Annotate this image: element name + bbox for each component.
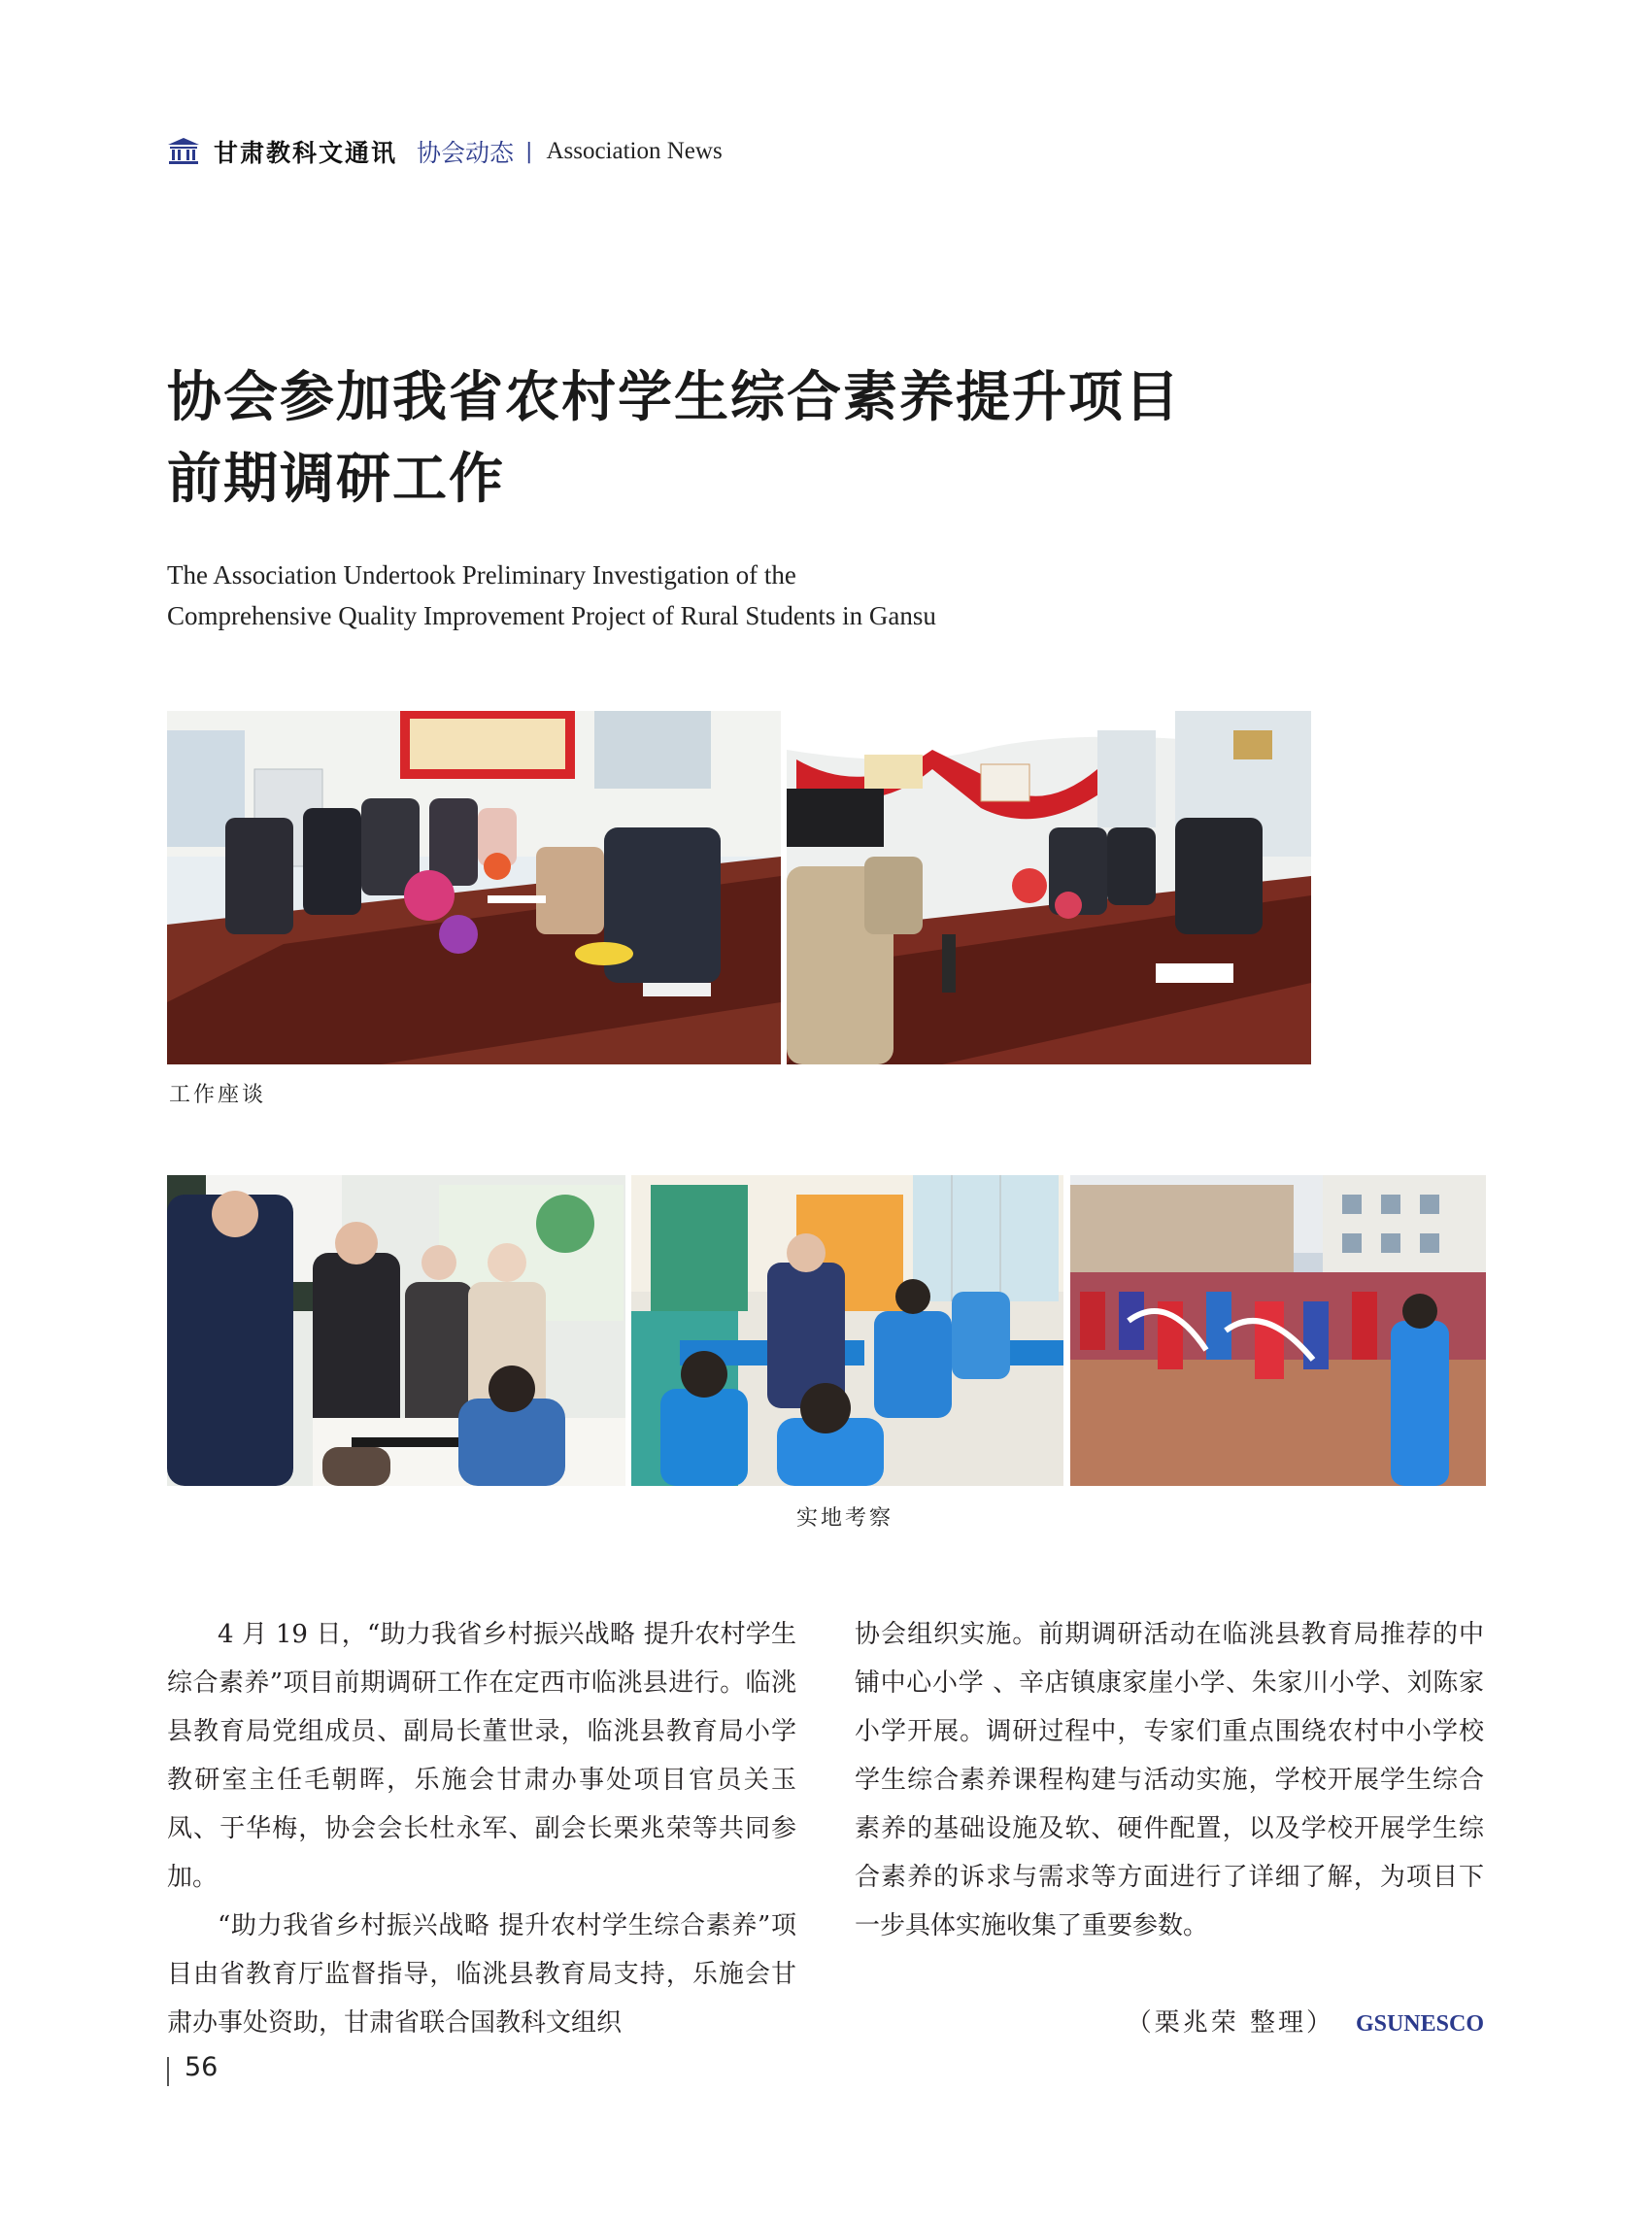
- body-paragraph: “助力我省乡村振兴战略 提升农村学生综合素养”项目由省教育厅监督指导，临洮县教育局支持，乐施会甘肃办事处资助，甘肃省联合国教科文组织: [167, 1911, 796, 2038]
- body-paragraph: 4 月 19 日，“助力我省乡村振兴战略 提升农村学生综合素养”项目前期调研工作在定西市临洮县进行。临洮县教育局党组成员、副局长董世录，临洮县教育局小学教研室主任毛朝晖，乐施会甘肃办事处项目官员关玉凤、于华梅，协会会长杜永军、副会长栗兆荣等共同参加。: [167, 1620, 796, 1892]
- page-header: [167, 132, 723, 171]
- photo-caption-site-visit: 实地考察: [796, 1506, 894, 1531]
- organization-credit: GSUNESCO: [1355, 2011, 1484, 2037]
- header-separator: |: [525, 139, 533, 164]
- section-name-english: Association News: [546, 138, 723, 164]
- page-number: 56: [185, 2052, 219, 2082]
- article-subtitle-line: Comprehensive Quality Improvement Project of Rural Students in Gansu: [167, 601, 936, 630]
- article-subtitle-english: [167, 555, 1235, 636]
- site-visit-photo-2: [631, 1175, 1063, 1486]
- page-number-divider: [167, 2057, 169, 2086]
- magazine-title: 甘肃教科文通讯: [214, 139, 398, 167]
- article-title-line: 协会参加我省农村学生综合素养提升项目: [167, 366, 1181, 429]
- article-title-line: 前期调研工作: [167, 448, 505, 511]
- site-visit-photo-3: [1070, 1175, 1486, 1486]
- meeting-photo-1: [167, 711, 781, 1064]
- site-visit-photo-1: [167, 1175, 625, 1486]
- article-body-right-column: [855, 1610, 1484, 1950]
- article-credit: [855, 1999, 1484, 2048]
- meeting-photo-2: [787, 711, 1311, 1064]
- body-paragraph: 协会组织实施。前期调研活动在临洮县教育局推荐的中铺中心小学 、辛店镇康家崖小学、朱家川小学、刘陈家小学开展。调研过程中，专家们重点围绕农村中小学校学生综合素养课程构建与活动实施，学校开展学生综合素养的基础设施及软、硬件配置，以及学校开展学生综合素养的诉求与需求等方面进行了详细了解，为项目下一步具体实施收集了重要参数。: [855, 1620, 1484, 1940]
- photo-caption-meeting: 工作座谈: [169, 1083, 267, 1107]
- article-title: [167, 357, 1332, 521]
- section-name: 协会动态: [417, 139, 515, 167]
- editor-credit: （栗兆荣 整理）: [1126, 2008, 1334, 2038]
- article-body-left-column: [167, 1610, 796, 2047]
- building-columns-icon: [167, 137, 200, 166]
- article-subtitle-line: The Association Undertook Preliminary Investigation of the: [167, 560, 796, 590]
